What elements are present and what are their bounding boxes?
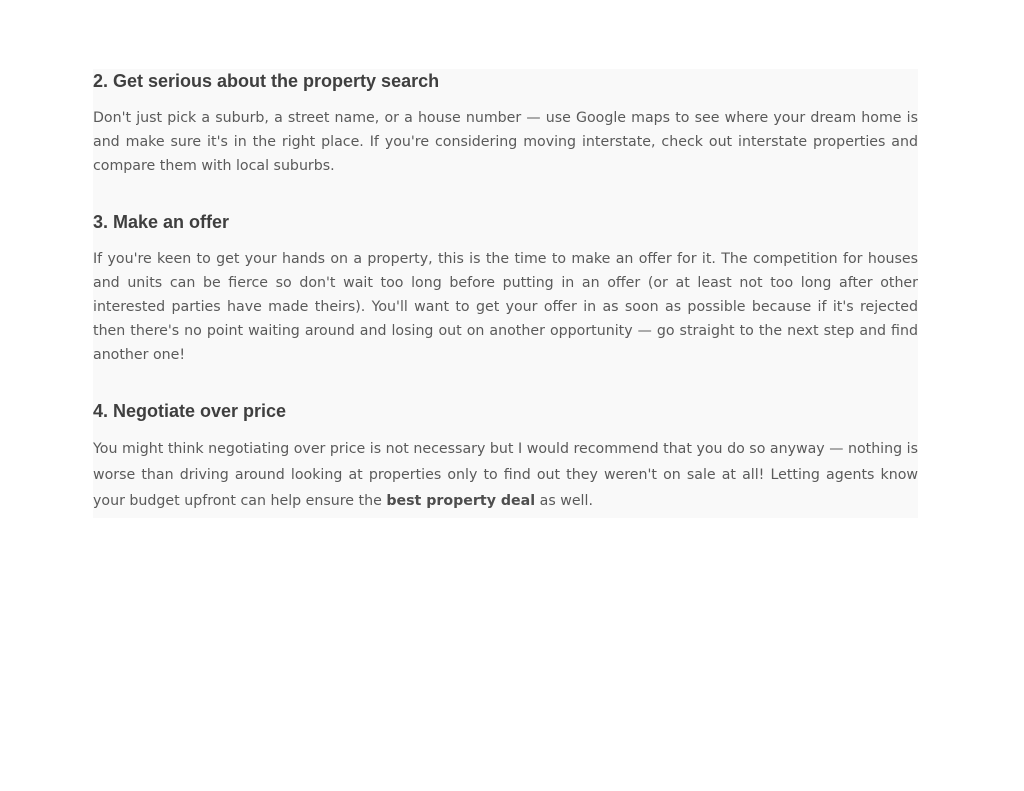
section-heading: 3. Make an offer	[93, 212, 230, 232]
bold-phrase: best property deal	[386, 493, 536, 509]
article-content	[93, 69, 918, 518]
section-paragraph: If you're keen to get your hands on a property, this is the time to make an offer for it. The competition for houses and units can be fierce so don't wait too long before putting in an offer (or at least not too long after other interested parties have made theirs). You'll want to get your offer in as soon as possible because if it's rejected then there's no point waiting around and losing out on another opportunity — go straight to the next step and find another one!	[93, 251, 918, 363]
paragraph-text-end: as well.	[535, 493, 593, 509]
section-heading: 2. Get serious about the property search	[93, 71, 440, 91]
section-paragraph	[93, 436, 918, 514]
paragraph-text: You might think negotiating over price is not necessary but I would recommend that you do so anyway — nothing is worse than driving around looking at properties only to find out they weren't on sale at all! Letting agents know your budget upfront can help ensure the	[93, 441, 918, 509]
section-paragraph: Don't just pick a suburb, a street name, or a house number — use Google maps to see where your dream home is and make sure it's in the right place. If you're considering moving interstate, check out interstate properties and compare them with local suburbs.	[93, 110, 918, 174]
section-heading: 4. Negotiate over price	[93, 401, 287, 421]
